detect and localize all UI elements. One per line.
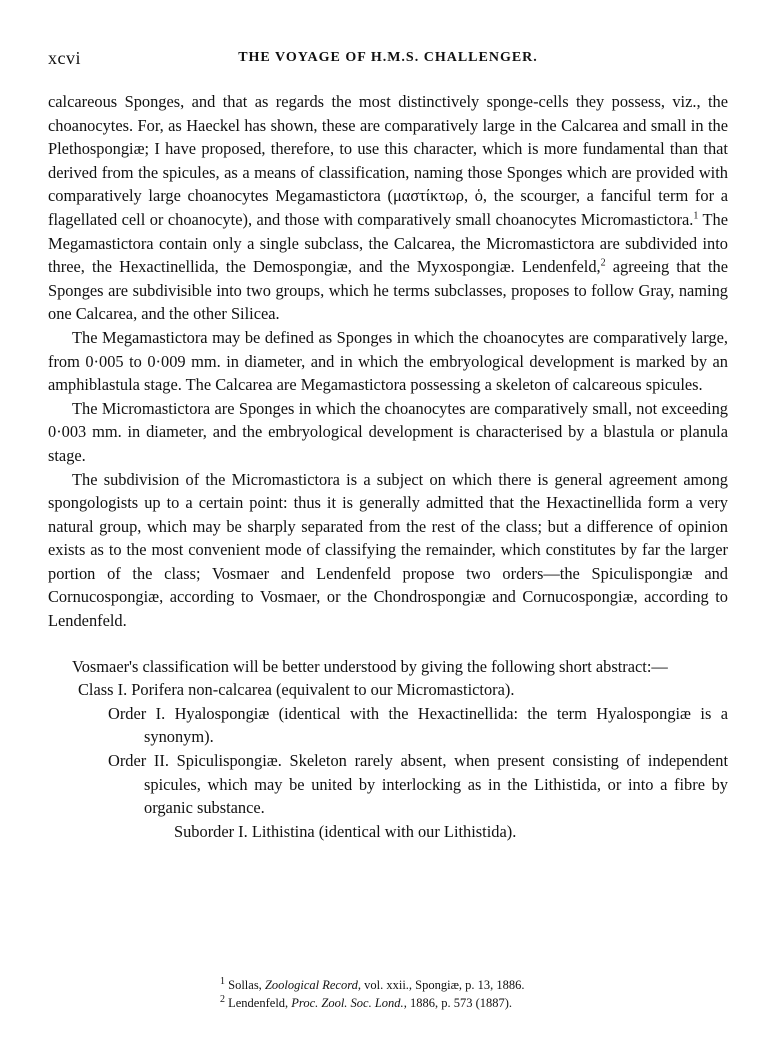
paragraph-subdivision: The subdivision of the Micromastictora is a subject on which there is general agreement among spongologists up to a certain point: thus it is generally admitted that the Hexactinellida form a very natural group, which may be sharply separated from the rest of the class; but a difference of opinion exists as to the most convenient mode of classifying the remainder, which constitutes by far the larger portion of the class; Vosmaer and Lendenfeld propose two orders—the Spiculispongiæ and Cornucospongiæ, according to Vosmaer, or the Chondrospongiæ and Cornucospongiæ, according to Lendenfeld.	[48, 469, 728, 631]
paragraph-megamastictora: The Megamastictora may be defined as Sponges in which the choanocytes are comparatively large, from 0·005 to 0·009 mm. in diameter, and in which the embryological development is marked by an amphiblastula stage. The Calcarea are Megamastictora possessing a skeleton of calcareous spicules.	[48, 327, 728, 395]
classification-suborder-1: Suborder I. Lithistina (identical with our Lithistida).	[174, 821, 517, 841]
footnote-1: $^1$ Sollas, Zoological Record, vol. xxii., Spongiæ, p. 13, 1886.	[220, 975, 525, 992]
page-header	[48, 48, 728, 72]
page-number: xcvi	[48, 48, 81, 68]
classification-class: Class I. Porifera non-calcarea (equivalent to our Micromastictora).	[78, 680, 515, 700]
paragraph-vosmaer-abstract: Vosmaer's classification will be better understood by giving the following short abstract:—	[72, 656, 668, 676]
running-title: THE VOYAGE OF H.M.S. CHALLENGER.	[238, 50, 538, 65]
classification-order-1: Order I. Hyalospongiæ (identical with the Hexactinellida: the term Hyalospongiæ is a synonym).	[108, 703, 728, 747]
paragraph-continued: calcareous Sponges, and that as regards the most distinctively sponge-cells they possess, viz., the choanocytes. For, as Haeckel has shown, these are comparatively large in the Calcarea and small in the Plethospongiæ; I have proposed, therefore, to use this character, which is more fundamental than that derived from the spicules, as a means of classification, naming those Sponges which are provided with comparatively large choanocytes Megamastictora (μαστίκτωρ, ὁ, the scourger, a fanciful term for a flagellated cell or choanocyte), and those with comparatively small choanocytes Micromastictora.$^1$ The Megamastictora contain only a single subclass, the Calcarea, the Micromastictora are subdivided into three, the Hexactinellida, the Demospongiæ, and the Myxospongiæ. Lendenfeld,$^2$ agreeing that the Sponges are subdivisible into two groups, which he terms subclasses, proposes to follow Gray, naming one Calcarea, and the other Silicea.	[48, 92, 728, 324]
body-text	[48, 90, 728, 843]
footnote-ref-1: 1	[693, 210, 699, 222]
classification-order-2: Order II. Spiculispongiæ. Skeleton rarely absent, when present consisting of independent spicules, which may be united by interlocking as in the Lithistida, or into a fibre by organic substance.	[108, 751, 728, 818]
footnotes	[220, 976, 640, 1012]
paragraph-micromastictora: The Micromastictora are Sponges in which the choanocytes are comparatively small, not exceeding 0·003 mm. in diameter, and the embryological development is characterised by a blastula or planula stage.	[48, 398, 728, 465]
footnote-ref-2: 2	[600, 257, 606, 269]
footnote-2: $^2$ Lendenfeld, Proc. Zool. Soc. Lond., 1886, p. 573 (1887).	[220, 993, 513, 1010]
